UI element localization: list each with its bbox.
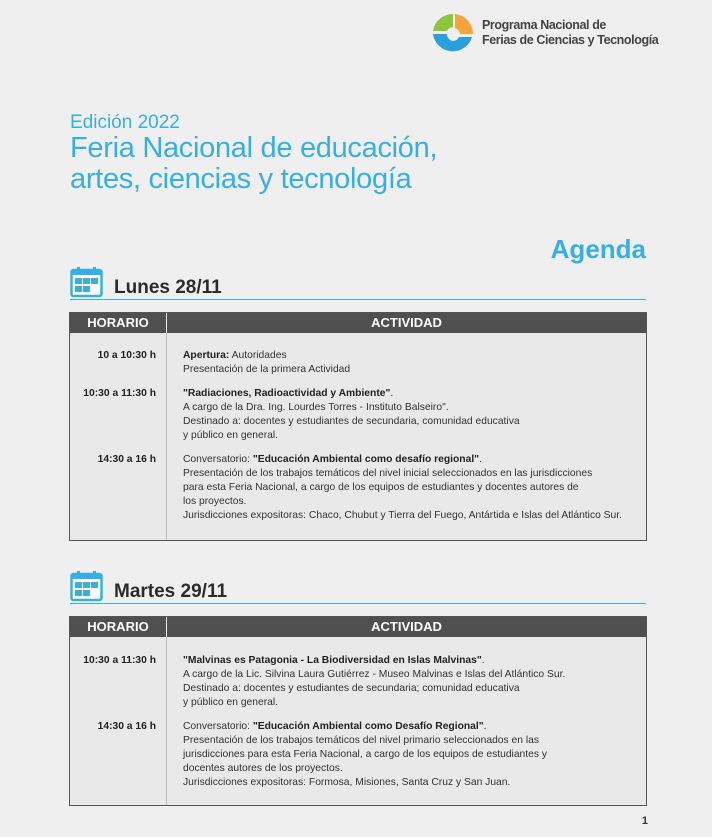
table-row <box>70 654 646 710</box>
day-heading-lunes <box>70 264 646 300</box>
table-row <box>70 453 646 523</box>
column-header-time: HORARIO <box>70 313 167 333</box>
row-time: 14:30 a 16 h <box>97 721 156 732</box>
page-title <box>70 133 437 195</box>
table-body <box>70 637 646 805</box>
program-logo <box>429 10 658 56</box>
table-header <box>70 617 646 637</box>
program-logo-icon <box>429 10 477 56</box>
calendar-icon <box>70 570 103 602</box>
schedule-table-lunes <box>69 312 647 541</box>
row-activity: "Malvinas es Patagonia - La Biodiversidad en Islas Malvinas". A cargo de la Lic. Silvina Laura Gutiérrez - Museo Malvinas e Islas del Atlántico Sur. Destinado a: docentes y estudiantes de secundaria; comunidad educativa y público en general. <box>183 655 566 708</box>
page-number: 1 <box>641 815 648 827</box>
row-time: 10:30 a 11:30 h <box>83 655 156 666</box>
day-title: Lunes 28/11 <box>114 277 222 298</box>
day-heading-martes <box>70 568 646 604</box>
row-activity: Apertura: Autoridades Presentación de la primera Actividad <box>183 350 351 375</box>
column-header-activity: ACTIVIDAD <box>371 315 442 330</box>
column-header-time: HORARIO <box>70 617 167 637</box>
row-time: 14:30 a 16 h <box>97 454 156 465</box>
row-activity: "Radiaciones, Radioactividad y Ambiente". A cargo de la Dra. Ing. Lourdes Torres - Instituto Balseiro". Destinado a: docentes y estudiantes de secundaria, comunidad educativa y público en general. <box>183 388 520 441</box>
table-body <box>70 333 646 540</box>
row-activity: Conversatorio: "Educación Ambiental como Desafío Regional". Presentación de los trabajos temáticos del nivel primario seleccionados en las jurisdicciones para esta Feria Nacional, a cargo de los equipos de estudiantes y docentes autores de los proyectos. Jurisdicciones expositoras: Formosa, Misiones, Santa Cruz y San Juan. <box>183 721 548 788</box>
page-title-line2: artes, ciencias y tecnología <box>70 163 412 195</box>
agenda-heading: Agenda <box>550 234 646 264</box>
column-header-activity: ACTIVIDAD <box>371 619 442 634</box>
schedule-table-martes <box>69 616 647 806</box>
program-name-line1: Programa Nacional de <box>482 18 606 32</box>
row-time: 10:30 a 11:30 h <box>83 388 156 399</box>
calendar-icon <box>70 266 103 298</box>
page-title-line1: Feria Nacional de educación, <box>70 132 438 164</box>
table-row <box>70 720 646 790</box>
table-row <box>70 387 646 443</box>
table-row <box>70 349 646 377</box>
edition-label: Edición 2022 <box>70 112 180 133</box>
day-title: Martes 29/11 <box>114 581 228 602</box>
table-header <box>70 313 646 333</box>
row-time: 10 a 10:30 h <box>97 350 156 361</box>
row-activity: Conversatorio: "Educación Ambiental como desafío regional". Presentación de los trabajos temáticos del nivel inicial seleccionados en las jurisdicciones para esta Feria Nacional, a cargo de los equipos de estudiantes y docentes autores de los proyectos. Jurisdicciones expositoras: Chaco, Chubut y Tierra del Fuego, Antártida e Islas del Atlántico Sur. <box>183 454 622 521</box>
program-name-line2: Ferias de Ciencias y Tecnología <box>482 33 659 47</box>
